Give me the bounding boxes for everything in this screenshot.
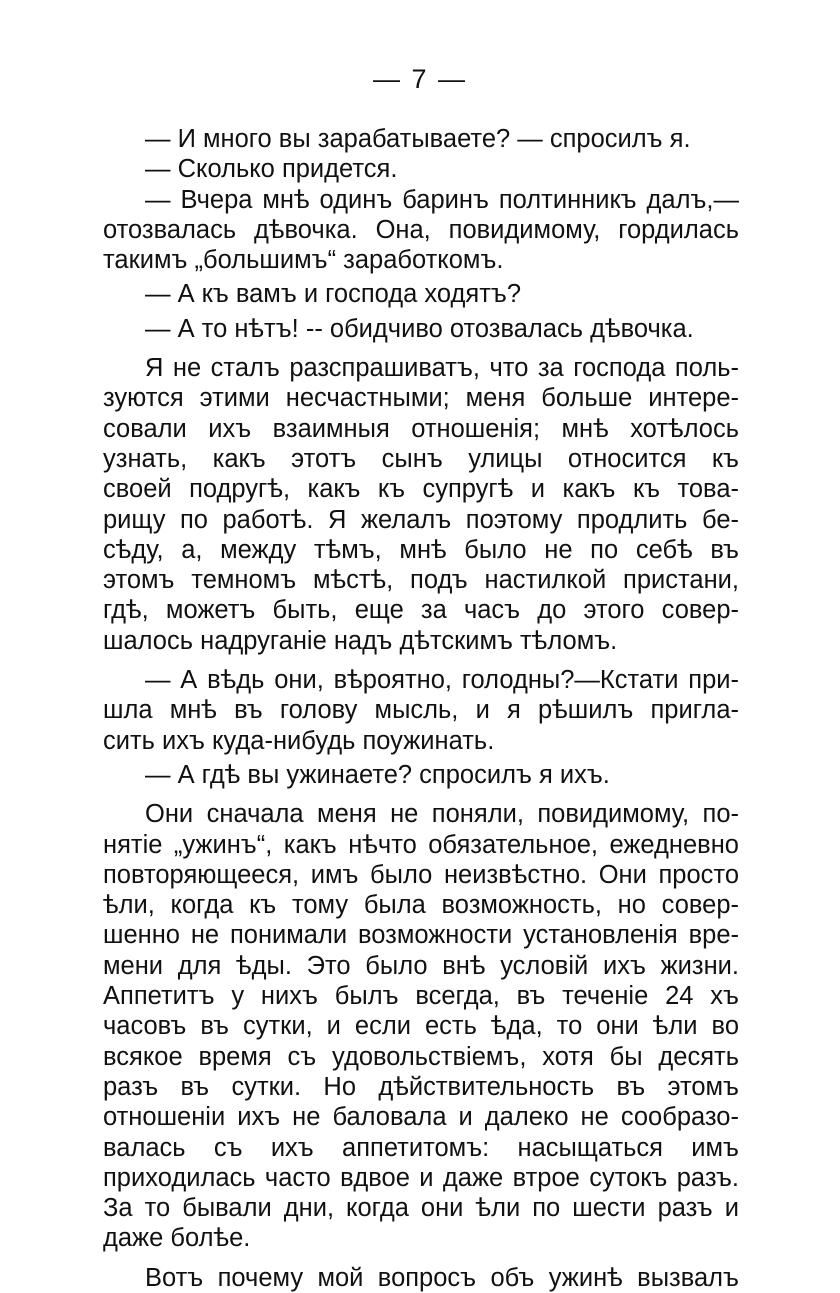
text-line: шла мнѣ въ голову мысль, и я рѣшилъ пригла-: [103, 696, 739, 725]
text-line: — Вчера мнѣ одинъ баринъ полтинникъ далъ,—: [145, 185, 739, 214]
paragraph: [103, 760, 739, 790]
paragraph: [103, 314, 739, 344]
paragraph: [103, 353, 739, 656]
paragraph: [103, 279, 739, 309]
text-line: всякое время съ удовольствіемъ, хотя бы десять: [103, 1042, 739, 1071]
text-line: За то бывали дни, когда они ѣли по шести разъ и: [103, 1194, 739, 1223]
text-line: повторяющееся, имъ было неизвѣстно. Они просто: [103, 860, 739, 889]
page-number: — 7 —: [372, 64, 468, 94]
text-line: нятіе „ужинъ“, какъ нѣчто обязательное, ежедневно: [103, 830, 739, 859]
paragraph: [103, 799, 739, 1253]
text-line: — А гдѣ вы ужинаете? спросилъ я ихъ.: [145, 760, 610, 789]
text-line: — А вѣдь они, вѣроятно, голодны?—Кстати при-: [145, 666, 739, 695]
page-text: [103, 124, 739, 1293]
text-line: шенно не понимали возможности установленія вре-: [103, 921, 739, 950]
text-line: разъ въ сутки. Но дѣйствительность въ этомъ: [103, 1072, 739, 1101]
paragraph-gap: [103, 344, 739, 353]
paragraph-gap: [103, 656, 739, 665]
paragraph: [103, 154, 739, 184]
text-line: приходилась часто вдвое и даже втрое сутокъ разъ.: [103, 1163, 739, 1192]
text-line: Аппетитъ у нихъ былъ всегда, въ теченіе 24 хъ: [103, 982, 739, 1011]
text-line: часовъ въ сутки, и если есть ѣда, то они ѣли во: [103, 1012, 739, 1041]
text-line: ѣли, когда къ тому была возможность, но совер-: [103, 891, 739, 920]
text-line: — И много вы зарабатываете? — спросилъ я.: [145, 125, 691, 153]
paragraph: [103, 1263, 739, 1293]
paragraph-gap: [103, 790, 739, 799]
text-line: Они сначала меня не поняли, повидимому, по-: [145, 800, 739, 829]
text-line: этомъ темномъ мѣстѣ, подъ настилкой пристани,: [103, 566, 739, 595]
text-line: рищу по работѣ. Я желалъ поэтому продлить бе-: [103, 505, 739, 534]
paragraph: [103, 185, 739, 276]
text-line: отозвалась дѣвочка. Она, повидимому, гордилась: [103, 215, 739, 244]
text-line: — Сколько придется.: [145, 155, 398, 184]
text-line: узнать, какъ этотъ сынъ улицы относится къ: [103, 444, 739, 473]
text-line: Я не сталъ разспрашиватъ, что за господа поль-: [145, 354, 739, 383]
paragraph: [103, 124, 739, 154]
text-line: сить ихъ куда-нибудь поужинать.: [103, 726, 495, 755]
text-line: мени для ѣды. Это было внѣ условій ихъ жизни.: [103, 951, 739, 980]
text-line: совали ихъ взаимныя отношенія; мнѣ хотѣлось: [103, 414, 739, 443]
text-line: валась съ ихъ аппетитомъ: насыщаться имъ: [103, 1133, 739, 1162]
text-line: шалось надруганіе надъ дѣтскимъ тѣломъ.: [103, 626, 618, 655]
text-line: — А то нѣтъ! -- обидчиво отозвалась дѣвочка.: [145, 314, 694, 343]
text-line: даже болѣе.: [103, 1224, 251, 1253]
text-line: своей подругѣ, какъ къ супругѣ и какъ къ това-: [103, 475, 739, 504]
text-line: отношеніи ихъ не баловала и далеко не сообразо-: [103, 1103, 739, 1132]
text-line: — А къ вамъ и господа ходятъ?: [145, 280, 522, 309]
paragraph: [103, 665, 739, 756]
text-line: гдѣ, можетъ быть, еще за часъ до этого совер-: [103, 596, 739, 625]
text-line: сѣду, а, между тѣмъ, мнѣ было не по себѣ въ: [103, 535, 739, 564]
paragraph-gap: [103, 1254, 739, 1263]
text-line: такимъ „большимъ“ заработкомъ.: [103, 246, 504, 275]
text-line: зуются этими несчастными; меня больше интере-: [103, 384, 739, 413]
text-line: Вотъ почему мой вопросъ объ ужинѣ вызвалъ: [145, 1263, 739, 1292]
